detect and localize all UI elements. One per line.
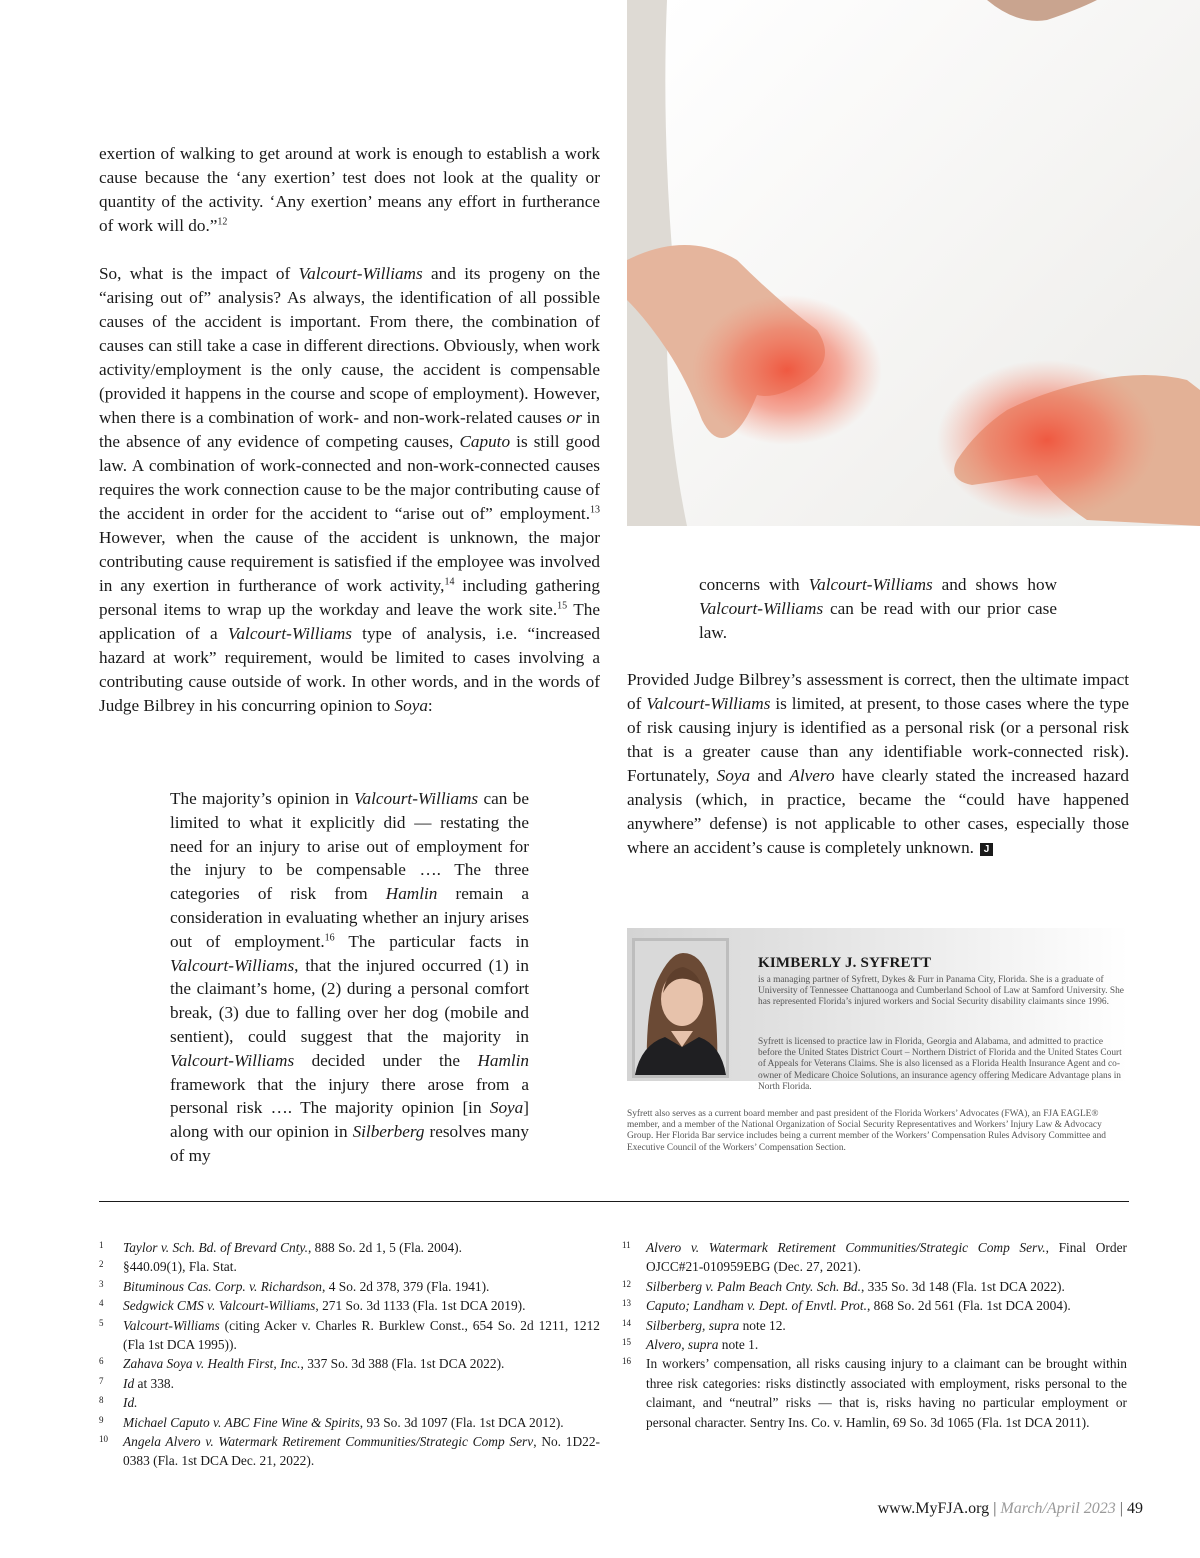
footnote-text: [123, 1257, 600, 1276]
footnote-7: [99, 1374, 600, 1393]
footnote-text: [646, 1316, 1127, 1335]
footnote-text: [123, 1413, 600, 1432]
footnote-number: 16: [622, 1356, 631, 1367]
footnote-citation: , 271 So. 3d 1133 (Fla. 1st DCA 2019).: [315, 1298, 526, 1314]
footnote-text: [123, 1296, 600, 1315]
footnote-number: 6: [99, 1356, 104, 1367]
footnote-number: 7: [99, 1375, 104, 1386]
footnote-number: 11: [622, 1240, 631, 1250]
footnote-text: [123, 1316, 600, 1355]
footnote-12: [622, 1277, 1127, 1296]
footnote-citation: note 12.: [739, 1317, 786, 1333]
footnote-9: [99, 1413, 600, 1432]
footnote-citation: (citing Acker v. Charles R. Burklew Const., 654 So. 2d 1211, 1212 (Fla 1st DCA 1995)).: [123, 1317, 600, 1353]
end-of-article-icon: J: [980, 843, 993, 856]
footnote-5: [99, 1316, 600, 1355]
footnote-citation: at 338.: [134, 1375, 174, 1391]
footnote-citation: §440.09(1), Fla. Stat.: [123, 1259, 237, 1275]
issue-date: March/April 2023: [1000, 1500, 1116, 1517]
author-bio-p2: Syfrett is licensed to practice law in Florida, Georgia and Alabama, and admitted to practice before the United States District Court – Northern District of Florida and the United States Court of Appeals for Veterans Claims. She is also licensed as a Florida Health Insurance Agent and co-owner of Medicare Choice Solutions, an insurance agency offering Medicare Advantage plans in North Florida.: [758, 1037, 1122, 1092]
page-footer: [878, 1500, 1143, 1518]
footnotes-left: [99, 1238, 600, 1471]
footnote-text: [646, 1277, 1127, 1296]
website-link[interactable]: www.MyFJA.org: [877, 1500, 990, 1517]
footnote-number: 12: [622, 1278, 631, 1289]
footnote-8: [99, 1393, 600, 1412]
footnote-citation: In workers’ compensation, all risks causing injury to a claimant can be brought within three risk categories: risks distinctly associated with employment, risks personal to the claimant, and “neutral” risks — that is, risks having no particular employment or personal character. Sentry Ins. Co. v. Hamlin, 69 So. 3d 1065 (Fla. 1st DCA 2011).: [646, 1356, 1127, 1430]
footnote-case-name: Id.: [123, 1395, 138, 1411]
footnote-case-name: Bituminous Cas. Corp. v. Richardson: [123, 1278, 323, 1294]
footnote-number: 3: [99, 1278, 104, 1289]
footnote-15: [622, 1335, 1127, 1354]
footnote-11: [622, 1238, 1127, 1277]
footnote-case-name: Taylor v. Sch. Bd. of Brevard Cnty.: [123, 1240, 308, 1255]
footnote-16: [622, 1354, 1127, 1432]
footnote-case-name: Angela Alvero v. Watermark Retirement Communities/Strategic Comp Serv: [123, 1434, 534, 1450]
page-number: 49: [1127, 1500, 1143, 1517]
footnote-citation: , 337 So. 3d 388 (Fla. 1st DCA 2022).: [300, 1356, 505, 1372]
footnote-text: [646, 1354, 1127, 1432]
footnote-citation: , No. 1D22-0383 (Fla. 1st DCA Dec. 21, 2022).: [123, 1434, 600, 1469]
footnote-case-name: Michael Caputo v. ABC Fine Wine & Spirits: [123, 1414, 360, 1430]
footnote-14: [622, 1316, 1127, 1335]
footnote-citation: , 335 So. 3d 148 (Fla. 1st DCA 2022).: [860, 1278, 1065, 1294]
footnote-13: [622, 1296, 1127, 1315]
footnote-number: 8: [99, 1395, 104, 1406]
footnote-citation: , Final Order OJCC#21-010959EBG (Dec. 27, 2021).: [646, 1240, 1127, 1275]
left-column: [99, 142, 600, 718]
footnote-text: [123, 1393, 600, 1412]
back-pain-illustration: [627, 0, 1200, 526]
footnote-citation: note 1.: [718, 1337, 759, 1353]
footnote-text: [123, 1374, 600, 1393]
footer-separator: |: [993, 1500, 997, 1517]
footnote-text: [123, 1354, 600, 1373]
footnote-text: [123, 1432, 600, 1471]
footnote-2: [99, 1257, 600, 1276]
footnote-case-name: Silberberg, supra: [646, 1317, 740, 1333]
footnote-text: [646, 1238, 1127, 1277]
footnote-citation: , 4 So. 2d 378, 379 (Fla. 1941).: [322, 1278, 490, 1294]
footnote-number: 9: [99, 1414, 104, 1425]
footnote-number: 14: [622, 1317, 631, 1328]
footer-separator: |: [1119, 1500, 1123, 1517]
footnote-number: 13: [622, 1298, 631, 1309]
footnote-1: [99, 1238, 600, 1257]
footnotes-right: [622, 1238, 1127, 1432]
footnote-number: 2: [99, 1259, 104, 1270]
author-name: KIMBERLY J. SYFRETT: [758, 955, 932, 971]
footnote-divider: [99, 1201, 1129, 1202]
footnote-4: [99, 1296, 600, 1315]
footnote-text: [646, 1296, 1127, 1315]
footnote-case-name: Sedgwick CMS v. Valcourt-Williams: [123, 1298, 316, 1314]
author-photo: [632, 938, 729, 1078]
footnote-10: [99, 1432, 600, 1471]
author-portrait: [635, 941, 726, 1075]
footnote-case-name: Zahava Soya v. Health First, Inc.: [123, 1356, 301, 1372]
footnote-text: [123, 1238, 600, 1257]
footnote-number: 1: [99, 1240, 104, 1250]
footnote-citation: , 868 So. 2d 561 (Fla. 1st DCA 2004).: [866, 1298, 1071, 1314]
footnote-case-name: Valcourt-Williams: [123, 1317, 220, 1333]
paragraph-2: So, what is the impact of Valcourt-Williams and its progeny on the “arising out of” analysis? As always, the identification of all possible causes of the accident is important. From there, the combination of causes can still take a case in different directions. Obviously, when work activity/employment is the only cause, the accident is compensable (provided it happens in the course and scope of employment). However, when there is a combination of work- and non-work-related causes or in the absence of any evidence of competing causes, Caputo is still good law. A combination of work-connected and non-work-connected causes requires the work connection cause to be the major contributing cause of the accident in order for the accident to “arise out of” employment.$^{13}$ However, when the cause of the accident is unknown, the major contributing cause requirement is satisfied if the employee was involved in any exertion in furtherance of work activity,$^{14}$ including gathering personal items to wrap up the workday and leave the work site.$^{15}$ The application of a Valcourt-Williams type of analysis, i.e. “increased hazard at work” requirement, would be limited to cases involving a contributing cause outside of work. In other words, and in the words of Judge Bilbrey in his concurring opinion to Soya:: [99, 264, 600, 715]
footnote-6: [99, 1354, 600, 1373]
author-bio-p1: is a managing partner of Syfrett, Dykes & Furr in Panama City, Florida. She is a graduate of University of Tennessee Chattanooga and Cumberland School of Law at Samford University. She has represented Florida’s injured workers and Social Security disability claimants since 1996.: [758, 975, 1124, 1008]
block-quote-continued: concerns with Valcourt-Williams and shows how Valcourt-Williams can be read with our prior case law.: [699, 575, 1057, 642]
footnote-number: 10: [99, 1434, 108, 1445]
footnote-citation: , 93 So. 3d 1097 (Fla. 1st DCA 2012).: [359, 1414, 564, 1430]
back-pain-photo: [627, 0, 1200, 526]
footnote-3: [99, 1277, 600, 1296]
conclusion-paragraph: Provided Judge Bilbrey’s assessment is correct, then the ultimate impact of Valcourt-Williams is limited, at present, to those cases where the type of risk causing injury is identified as a personal risk (or a personal risk that is a greater cause than any identifiable work-connected risk). Fortunately, Soya and Alvero have clearly stated the increased hazard analysis (which, in practice, became the “could have happened anywhere” defense) is not applicable to other cases, especially those where an accident’s cause is completely unknown. J: [627, 670, 1129, 857]
footnote-case-name: Alvero, supra: [646, 1337, 719, 1353]
footnote-case-name: Silberberg v. Palm Beach Cnty. Sch. Bd.: [646, 1278, 861, 1294]
footnote-case-name: Caputo; Landham v. Dept. of Envtl. Prot.: [646, 1298, 867, 1314]
footnote-text: [123, 1277, 600, 1296]
footnote-case-name: Alvero v. Watermark Retirement Communities/Strategic Comp Serv.: [646, 1240, 1046, 1255]
paragraph-1: exertion of walking to get around at work is enough to establish a work cause because the ‘any exertion’ test does not look at the quality or quantity of the activity. ‘Any exertion’ means any effort in furtherance of work will do.”$^{12}$: [99, 144, 600, 235]
footnote-number: 15: [622, 1337, 631, 1348]
footnote-number: 4: [99, 1298, 104, 1309]
block-quote: The majority’s opinion in Valcourt-Williams can be limited to what it explicitly did — restating the need for an injury to arise out of employment for the injury to be compensable …. The three categories of risk from Hamlin remain a consideration in evaluating whether an injury arises out of employment.$^{16}$ The particular facts in Valcourt-Williams, that the injured occurred (1) in the claimant’s home, (2) during a personal comfort break, (3) due to falling over her dog (mobile and sentient), could suggest that the majority in Valcourt-Williams decided under the Hamlin framework that the injury there arose from a personal risk …. The majority opinion [in Soya] along with our opinion in Silberberg resolves many of my: [170, 789, 529, 1165]
author-bio-p3: Syfrett also serves as a current board member and past president of the Florida Workers’ Advocates (FWA), an FJA EAGLE® member, and a member of the National Organization of Social Security Representatives and Workers’ Injury Law & Advocacy Group. Her Florida Bar service includes being a current member of the Workers’ Compensation Rules Advisory Committee and Executive Council of the Workers’ Compensation Section.: [627, 1109, 1106, 1153]
footnote-citation: , 888 So. 2d 1, 5 (Fla. 2004).: [307, 1240, 462, 1255]
footnote-text: [646, 1335, 1127, 1354]
footnote-case-name: Id: [123, 1375, 135, 1391]
footnote-number: 5: [99, 1317, 104, 1328]
